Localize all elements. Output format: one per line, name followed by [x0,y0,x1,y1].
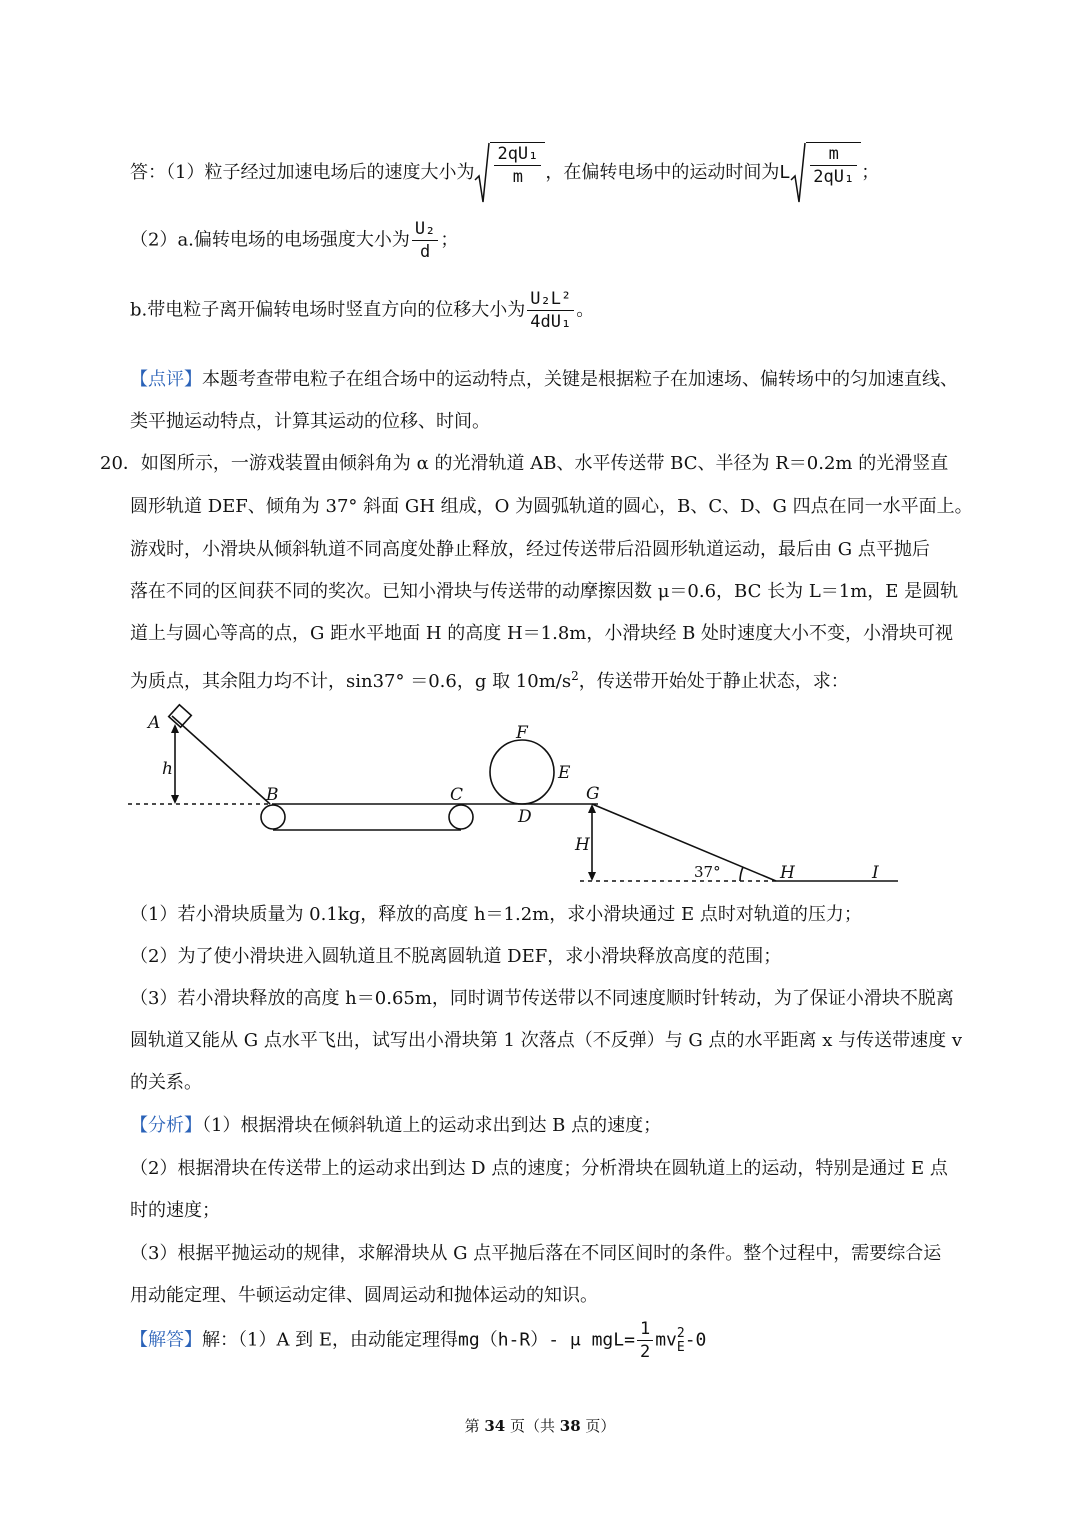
label-D: D [518,807,532,827]
roller-left [261,805,285,829]
analysis-line-3: 时的速度； [130,1200,220,1221]
answer-2a-end: ； [440,229,459,251]
footer-mid: 页（共 [505,1417,560,1435]
label-H-height: H [575,835,590,855]
angle-arc [740,867,743,881]
time-denominator: 2qU₁ [810,165,857,188]
label-F: F [516,723,528,743]
answer-2a-text: （2）a.偏转电场的电场强度大小为 [130,229,410,251]
review-line-1 [130,368,958,392]
half-fraction [637,1318,653,1363]
incline-AB [172,716,270,804]
analysis-text-1: （1）根据滑块在倾斜轨道上的运动求出到达 B 点的速度； [202,1115,662,1136]
sqrt-velocity [474,142,545,204]
answer-1-mid: ，在偏转电场中的运动时间为 [545,162,780,183]
page-footer [0,1415,1080,1436]
arrow-down-icon [588,872,596,881]
field-denominator: d [412,240,438,263]
answer-2b-text: b.带电粒子离开偏转电场时竖直方向的位移大小为 [130,299,526,321]
analysis-line-2: （2）根据滑块在传送带上的运动求出到达 D 点的速度；分析滑块在圆轨道上的运动，特别是通过 E 点 [130,1158,948,1179]
time-numerator: m [828,144,839,164]
problem-text-6a: 为质点，其余阻力均不计，sin37° ＝0.6，g 取 10m/s [130,671,572,692]
equation-sub: E [676,1339,685,1355]
analysis-line-1 [130,1114,661,1138]
displacement-numerator: U₂L² [530,289,572,309]
solution-text: 解：（1）A 到 E，由动能定理得 [202,1329,459,1351]
label-G: G [586,784,600,804]
circular-track [490,740,554,804]
label-C: C [450,785,464,805]
displacement-fraction [527,288,574,333]
arrow-down-icon [171,795,179,804]
footer-pre: 第 [464,1417,485,1435]
problem-number: 20． [100,453,141,474]
answer-1-text: 答：（1）粒子经过加速电场后的速度大小为 [130,162,475,183]
sqrt-time [790,142,861,204]
label-H-point: H [780,863,795,883]
label-I: I [872,863,879,883]
question-3-line-1: （3）若小滑块释放的高度 h＝0.65m，同时调节传送带以不同速度顺时针转动，为了保证小滑块不脱离 [130,988,954,1009]
velocity-numerator: 2qU₁ [497,144,539,164]
field-fraction [412,218,438,263]
problem-line-3: 游戏时，小滑块从倾斜轨道不同高度处静止释放，经过传送带后沿圆形轨道运动，最后由 G 点平抛后 [130,539,930,560]
problem-line-5: 道上与圆心等高的点，G 距水平地面 H 的高度 H＝1.8m，小滑块经 B 处时速度大小不变，小滑块可视 [130,623,954,644]
equation-sup: 2 [676,1325,685,1341]
answer-2a-line [130,218,458,263]
problem-text-6b: ，传送带开始处于静止状态，求： [578,671,849,692]
problem-line-6 [130,664,849,694]
equation-mv: mv [655,1329,677,1351]
answer-1-line [130,142,879,204]
label-angle: 37° [694,863,721,881]
question-3-line-3: 的关系。 [130,1072,202,1093]
solution-tag: 【解答】 [130,1329,202,1351]
field-numerator: U₂ [414,219,436,239]
problem-sup: 2 [571,669,579,683]
question-3-line-2: 圆轨道又能从 G 点水平飞出，试写出小滑块第 1 次落点（不反弹）与 G 点的水平距离 x 与传送带速度 v [130,1030,963,1051]
review-tag: 【点评】 [130,369,202,390]
analysis-tag: 【分析】 [130,1115,202,1136]
footer-page-number: 34 [484,1417,506,1435]
velocity-denominator: m [494,165,541,188]
problem-text-1: 如图所示，一游戏装置由倾斜角为 α 的光滑轨道 AB、水平传送带 BC、半径为 R＝0.2m 的光滑竖直 [140,453,949,474]
problem-line-2: 圆形轨道 DEF、倾角为 37° 斜面 GH 组成，O 为圆弧轨道的圆心，B、C、D、G 四点在同一水平面上。 [130,496,973,517]
solution-line-1 [130,1318,706,1363]
incline-GH [592,804,776,881]
answer-2b-line [130,288,594,333]
review-line-2: 类平抛运动特点，计算其运动的位移、时间。 [130,411,490,432]
footer-post: 页） [580,1417,616,1435]
problem-line-4: 落在不同的区间获不同的奖次。已知小滑块与传送带的动摩擦因数 μ＝0.6，BC 长为 L＝1m，E 是圆轨 [130,581,959,602]
question-2: （2）为了使小滑块进入圆轨道且不脱离圆轨道 DEF，求小滑块释放高度的范围； [130,946,782,967]
label-E: E [558,763,571,783]
answer-1-end: ； [861,162,880,183]
displacement-denominator: 4dU₁ [527,310,574,333]
analysis-line-4: （3）根据平抛运动的规律，求解滑块从 G 点平抛后落在不同区间时的条件。整个过程中，需要综合运 [130,1243,942,1264]
review-text-1: 本题考查带电粒子在组合场中的运动特点，关键是根据粒子在加速场、偏转场中的匀加速直线、 [202,369,958,390]
game-device-figure [120,700,920,900]
time-L: L [779,162,791,183]
label-h: h [162,759,173,779]
analysis-line-5: 用动能定理、牛顿运动定律、圆周运动和抛体运动的知识。 [130,1285,598,1306]
label-B: B [266,785,279,805]
footer-total-pages: 38 [559,1417,581,1435]
roller-right [449,805,473,829]
equation-left: mg（h-R）- μ mgL= [458,1329,635,1351]
equation-end: -0 [684,1329,707,1351]
label-A: A [148,713,161,733]
half-numerator: 1 [639,1319,651,1339]
half-denominator: 2 [637,1340,653,1363]
problem-line-1 [100,452,948,476]
answer-2b-end: 。 [576,299,595,321]
question-1: （1）若小滑块质量为 0.1kg，释放的高度 h＝1.2m，求小滑块通过 E 点时对轨道的压力； [130,904,862,925]
